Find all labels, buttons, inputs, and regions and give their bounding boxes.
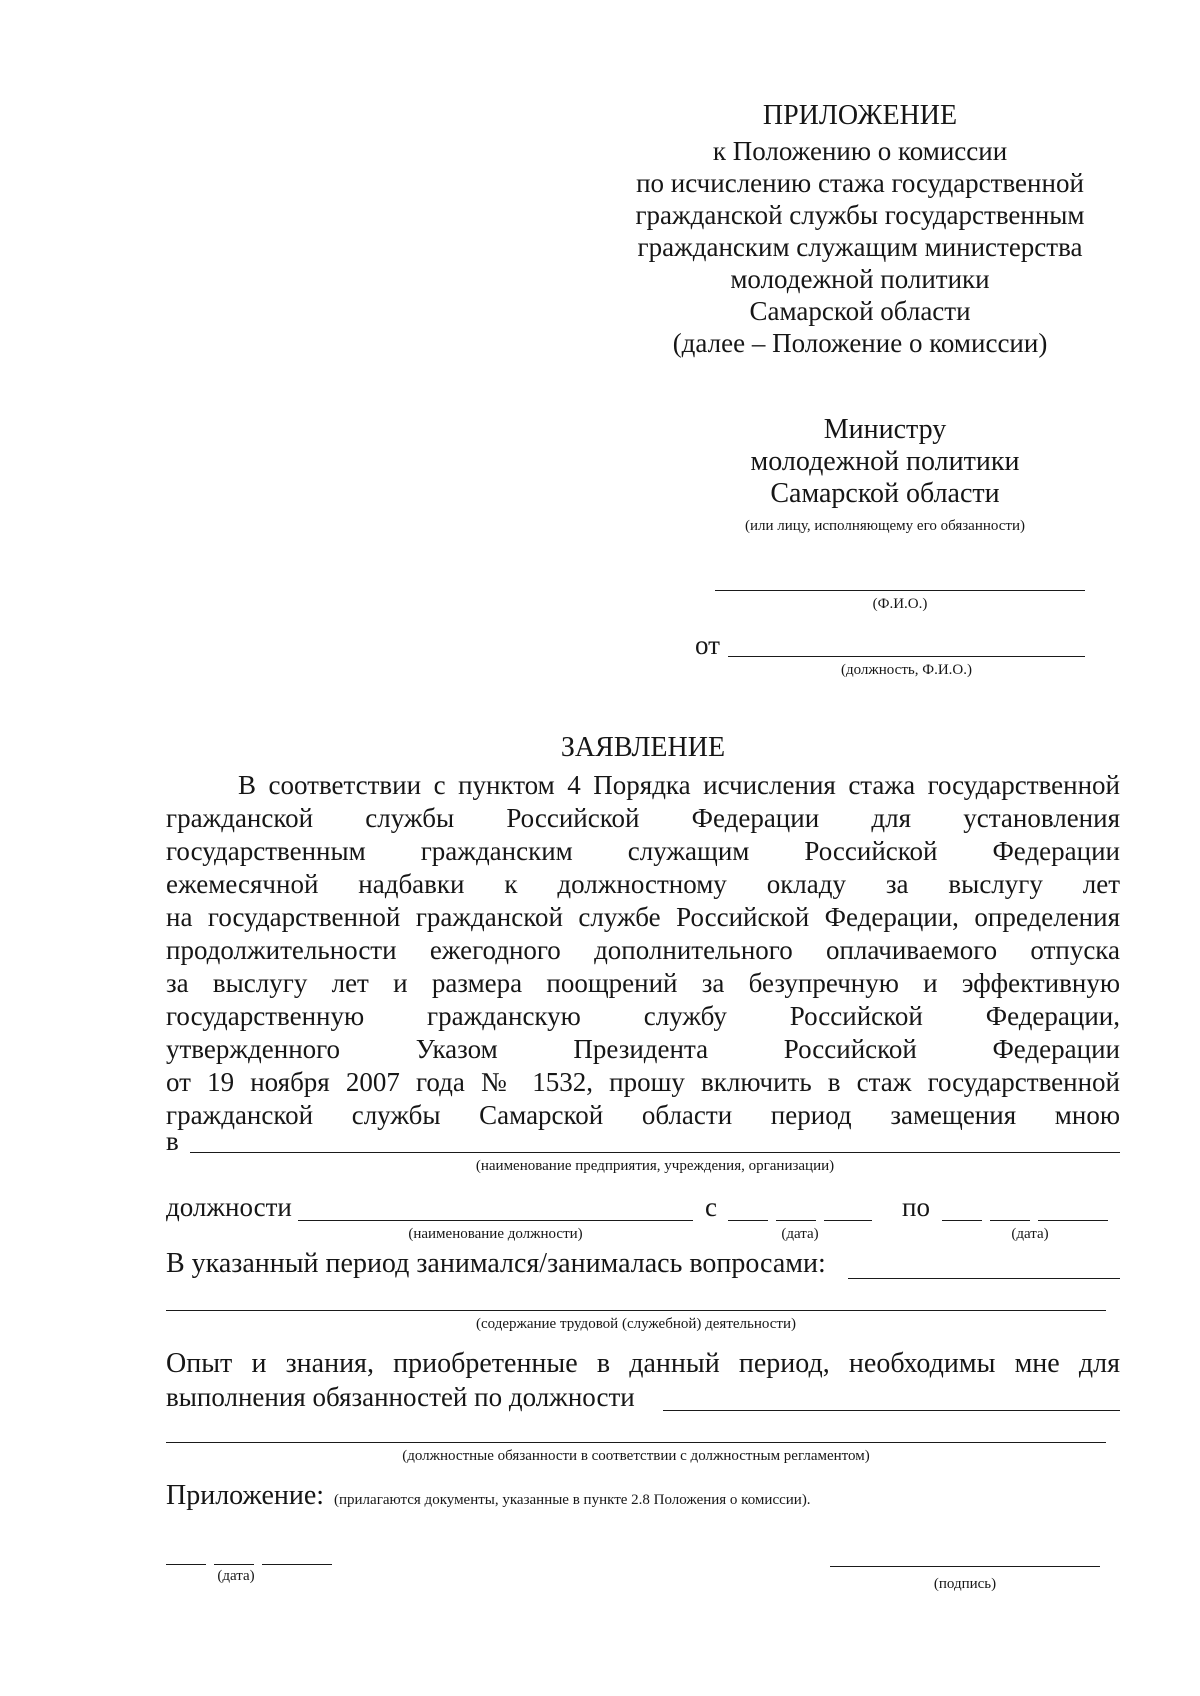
addressee-line: молодежной политики (750, 446, 1020, 477)
statement-body-line: гражданской службы Российской Федерации для установления (166, 803, 1120, 833)
statement-body-line: государственную гражданскую службу Российской Федерации, (166, 1001, 1120, 1031)
statement-body-line: государственным гражданским служащим Российской Федерации (166, 836, 1120, 866)
date-to-month-line[interactable] (990, 1220, 1030, 1221)
signature-field-line[interactable] (830, 1566, 1100, 1567)
duties-text: В указанный период занимался/занималась вопросами: (166, 1248, 826, 1279)
statement-body-line: продолжительности ежегодного дополнительного оплачиваемого отпуска (166, 935, 1120, 965)
statement-body-line: гражданской службы Самарской области период замещения мною (166, 1100, 1120, 1130)
experience-caption: (должностные обязанности в соответствии с должностным регламентом) (402, 1448, 870, 1464)
attachment-label: Приложение: (166, 1480, 325, 1511)
statement-body-line: ежемесячной надбавки к должностному окладу за выслугу лет (166, 869, 1120, 899)
appendix-line: (далее – Положение о комиссии) (672, 328, 1048, 358)
organization-field-line[interactable] (190, 1152, 1120, 1153)
from-label: от (695, 630, 720, 660)
duties-field-line[interactable] (848, 1278, 1120, 1279)
appendix-line: к Положению о комиссии (712, 136, 1008, 166)
duties-field-line-2[interactable] (166, 1310, 1106, 1311)
date-to-year-line[interactable] (1038, 1220, 1108, 1221)
statement-body-line: В соответствии с пунктом 4 Порядка исчисления стажа государственной (238, 770, 1120, 800)
date-from-day-line[interactable] (728, 1220, 768, 1221)
position-caption: (наименование должности) (408, 1226, 583, 1242)
appendix-title: ПРИЛОЖЕНИЕ (762, 100, 958, 131)
addressee-note: (или лицу, исполняющему его обязанности) (745, 518, 1025, 534)
organization-caption: (наименование предприятия, учреждения, организации) (475, 1158, 835, 1174)
addressee-line: Министру (823, 414, 947, 445)
experience-field-line[interactable] (663, 1410, 1120, 1411)
from-field-line[interactable] (728, 656, 1085, 657)
from-caption: (должность, Ф.И.О.) (841, 662, 972, 678)
statement-title: ЗАЯВЛЕНИЕ (560, 732, 726, 763)
date-from-month-line[interactable] (776, 1220, 816, 1221)
experience-field-line-2[interactable] (166, 1442, 1106, 1443)
addressee-line: Самарской области (770, 478, 1000, 509)
date-from-caption: (дата) (781, 1226, 819, 1242)
fio-caption: (Ф.И.О.) (872, 596, 928, 612)
fio-field-line[interactable] (715, 590, 1085, 591)
appendix-line: молодежной политики (730, 264, 990, 294)
duties-caption: (содержание трудовой (служебной) деятельности) (475, 1316, 797, 1332)
position-field-line[interactable] (298, 1220, 693, 1221)
sign-date-month-line[interactable] (214, 1564, 254, 1565)
sign-date-day-line[interactable] (166, 1564, 206, 1565)
sign-date-caption: (дата) (217, 1568, 255, 1584)
statement-body-line: на государственной гражданской службе Российской Федерации, определения (166, 902, 1120, 932)
date-to-label: по (902, 1192, 930, 1222)
date-to-day-line[interactable] (942, 1220, 982, 1221)
statement-body-line: от 19 ноября 2007 года № 1532, прошу включить в стаж государственной (166, 1067, 1120, 1097)
statement-body-line: за выслугу лет и размера поощрений за безупречную и эффективную (166, 968, 1120, 998)
appendix-line: гражданским служащим министерства (637, 232, 1083, 262)
appendix-line: по исчислению стажа государственной (636, 168, 1084, 198)
sign-date-year-line[interactable] (262, 1564, 332, 1565)
appendix-line: Самарской области (749, 296, 971, 326)
date-to-caption: (дата) (1011, 1226, 1049, 1242)
date-from-year-line[interactable] (824, 1220, 872, 1221)
experience-line-1: Опыт и знания, приобретенные в данный период, необходимы мне для (166, 1348, 1120, 1379)
appendix-line: гражданской службы государственным (635, 200, 1085, 230)
experience-line-2: выполнения обязанностей по должности (166, 1382, 635, 1412)
in-label: в (166, 1126, 179, 1156)
position-label: должности (166, 1192, 292, 1222)
attachment-note: (прилагаются документы, указанные в пункте 2.8 Положения о комиссии). (334, 1492, 811, 1508)
signature-caption: (подпись) (933, 1576, 997, 1592)
statement-body-line: утвержденного Указом Президента Российской Федерации (166, 1034, 1120, 1064)
date-from-label: с (705, 1192, 717, 1222)
